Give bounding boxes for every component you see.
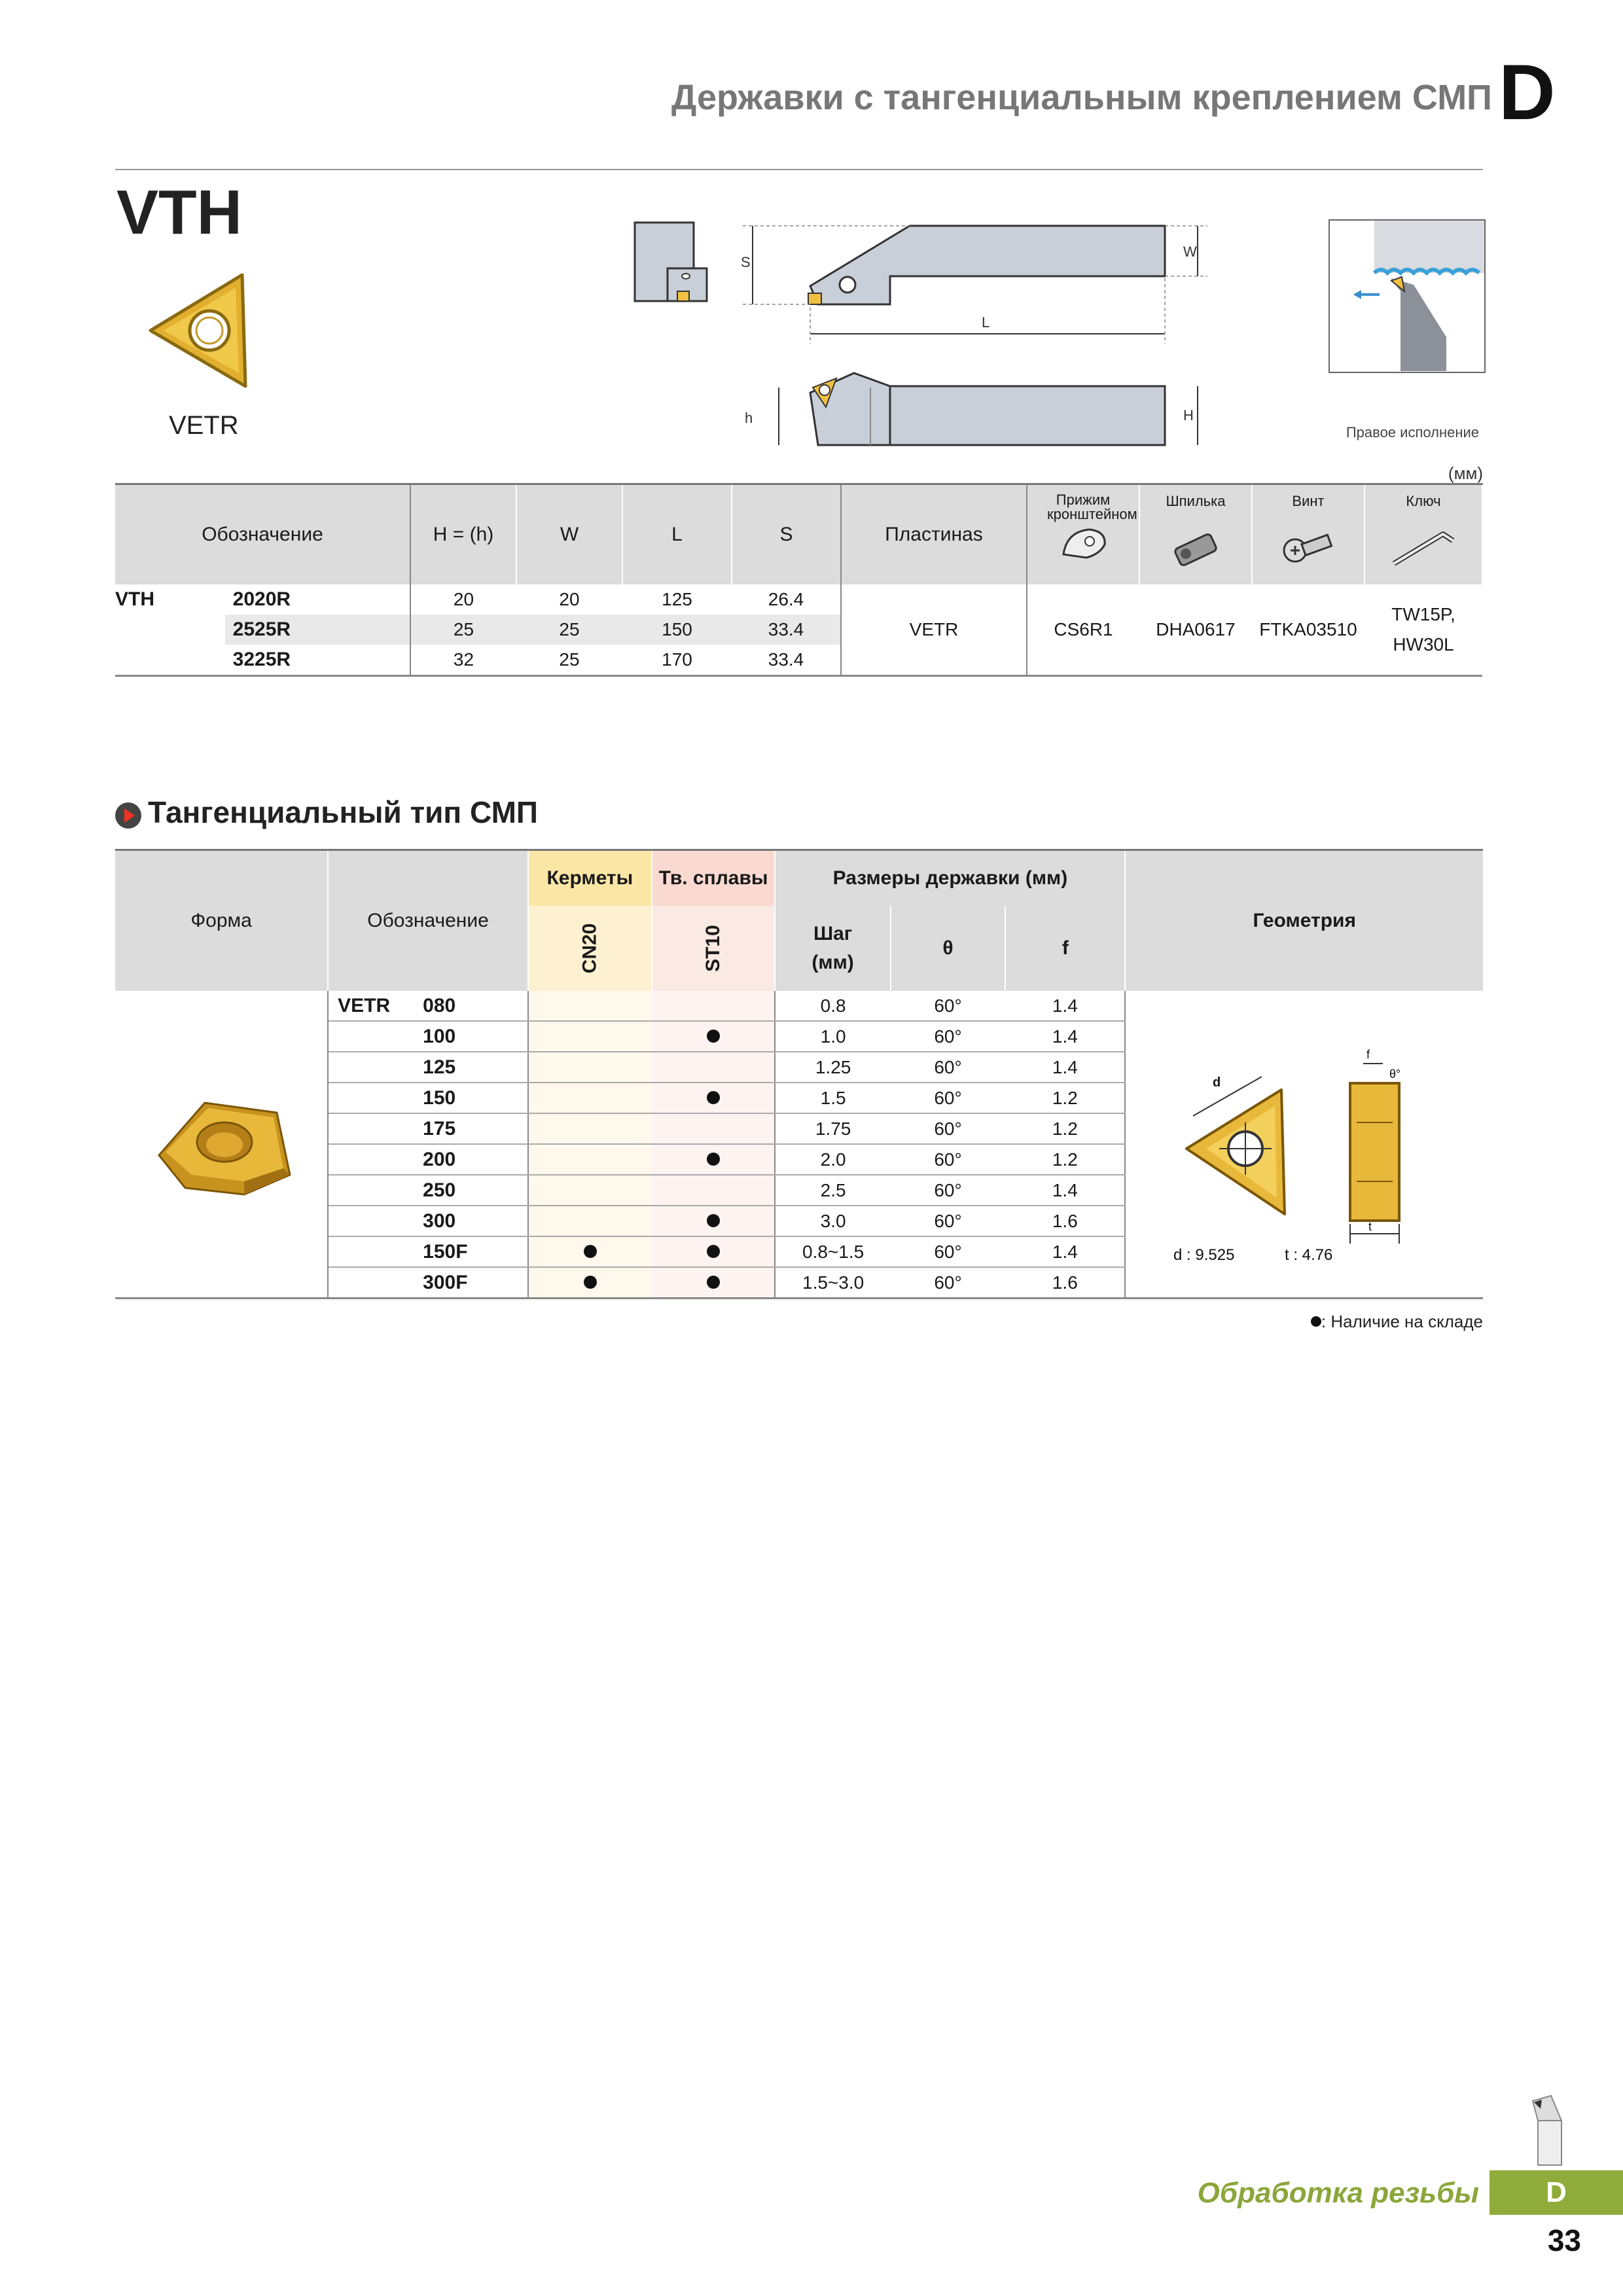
- theta-cell: 60°: [891, 991, 1005, 1021]
- svg-text:t : 4.76: t : 4.76: [1285, 1246, 1333, 1264]
- stock-dot-icon: [584, 1276, 597, 1289]
- insert-icon: [144, 262, 262, 393]
- col-screw: [1252, 484, 1364, 585]
- f-cell: 1.2: [1005, 1083, 1125, 1113]
- page-number: 33: [1547, 2223, 1581, 2257]
- insert-code-value: 150: [423, 1086, 456, 1109]
- cn20-cell: [528, 1175, 652, 1206]
- insert-code: [328, 1144, 528, 1175]
- geometry-cell: [1125, 991, 1483, 1299]
- insert-code-value: 150F: [423, 1240, 468, 1263]
- holder-2-W: 25: [516, 645, 622, 676]
- insert-code-value: 125: [423, 1056, 456, 1078]
- pitch-cell: 1.5~3.0: [775, 1267, 890, 1299]
- insert-code-value: 250: [423, 1179, 456, 1201]
- pitch-cell: 1.25: [775, 1052, 890, 1083]
- key-label: Ключ: [1406, 493, 1441, 509]
- holder-1-S: 33.4: [732, 615, 841, 645]
- col-S: S: [732, 484, 841, 585]
- insert-name: VETR: [169, 411, 239, 440]
- geometry-drawing: [1134, 1018, 1474, 1266]
- insert-3d-image: [146, 1077, 296, 1208]
- unit-label: (мм): [1448, 463, 1483, 483]
- st10-cell: [652, 1267, 776, 1299]
- holder-2-H: 32: [410, 645, 516, 676]
- holder-1-H: 25: [410, 615, 516, 645]
- dim-s-label: S: [741, 254, 751, 270]
- st10-cell: [652, 1083, 776, 1113]
- insert-code: [328, 991, 528, 1021]
- right-hand-caption: Правое исполнение: [1346, 424, 1479, 440]
- dim-h-small-label: h: [745, 410, 753, 426]
- col-geometry: Геометрия: [1125, 850, 1483, 992]
- col-key: [1364, 484, 1482, 585]
- pitch-cell: 1.0: [775, 1021, 890, 1052]
- section-letter: D: [1499, 48, 1556, 136]
- holder-0-S: 26.4: [732, 584, 841, 615]
- screw-icon: [1279, 524, 1338, 570]
- cn20-cell: [528, 991, 652, 1021]
- st10-cell: [652, 1052, 776, 1083]
- holders-table: [115, 483, 1483, 677]
- pitch-cell: 1.5: [775, 1083, 890, 1113]
- pitch-cell: 2.5: [775, 1175, 890, 1206]
- stock-dot-icon: [707, 1245, 720, 1258]
- theta-cell: 60°: [891, 1206, 1005, 1236]
- st10-cell: [652, 1175, 776, 1206]
- svg-text:t: t: [1368, 1219, 1372, 1233]
- holder-2-S: 33.4: [732, 645, 841, 676]
- cn20-cell: [528, 1206, 652, 1236]
- insert-row: [115, 991, 1483, 1021]
- insert-shape-cell: [115, 991, 328, 1299]
- cn20-cell: [528, 1144, 652, 1175]
- theta-cell: 60°: [891, 1144, 1005, 1175]
- holder-code-0: 2020R: [225, 584, 410, 615]
- clamp-icon: [1054, 522, 1113, 567]
- st10-cell: [652, 1021, 776, 1052]
- f-cell: 1.4: [1005, 1052, 1125, 1083]
- dim-w-label: W: [1183, 243, 1197, 260]
- holder-1-L: 150: [622, 615, 732, 645]
- holder-code-2: 3225R: [225, 645, 410, 676]
- f-cell: 1.4: [1005, 1175, 1125, 1206]
- f-cell: 1.4: [1005, 1021, 1125, 1052]
- theta-cell: 60°: [891, 1267, 1005, 1299]
- st10-cell: [652, 1113, 776, 1144]
- cn20-cell: [528, 1052, 652, 1083]
- svg-text:f: f: [1366, 1047, 1370, 1061]
- insert-code: [328, 1206, 528, 1236]
- cn20-cell: [528, 1267, 652, 1299]
- f-cell: 1.6: [1005, 1206, 1125, 1236]
- st10-cell: [652, 1206, 776, 1236]
- st10-label: ST10: [702, 925, 724, 972]
- pitch-label: Шаг: [813, 923, 853, 944]
- header-divider: [115, 169, 1483, 170]
- insert-code-value: 080: [423, 994, 456, 1016]
- dim-l-label: L: [982, 314, 990, 331]
- clamp-label: Прижим кронштейном: [1047, 492, 1137, 522]
- holder-key: [1364, 584, 1482, 676]
- insert-code-value: 300: [423, 1210, 456, 1232]
- theta-cell: 60°: [891, 1083, 1005, 1113]
- holder-code-1: 2525R: [225, 615, 410, 645]
- insert-code-value: 300F: [423, 1271, 468, 1293]
- insert-code: [328, 1113, 528, 1144]
- col-W: W: [516, 484, 622, 585]
- cn20-label: CN20: [579, 923, 601, 974]
- pitch-unit: (мм): [812, 952, 854, 973]
- holder-series: VTH: [115, 588, 154, 610]
- section-bullet-icon: [115, 802, 141, 829]
- holder-clamp: CS6R1: [1027, 584, 1139, 676]
- theta-cell: 60°: [891, 1021, 1005, 1052]
- col-cermets: Керметы: [528, 850, 652, 906]
- f-cell: 1.2: [1005, 1113, 1125, 1144]
- insert-code-value: 100: [423, 1025, 456, 1047]
- stock-dot-icon: [707, 1091, 720, 1104]
- col-insert: Пластинаs: [841, 484, 1027, 585]
- insert-code: [328, 1175, 528, 1206]
- dim-h-label: H: [1183, 407, 1194, 423]
- insert-code: [328, 1236, 528, 1267]
- stock-dot-icon: [584, 1245, 597, 1258]
- footer-section-title: Обработка резьбы: [1197, 2177, 1479, 2209]
- stud-icon: [1166, 524, 1225, 570]
- col-pitch: [775, 906, 890, 991]
- section-title: Тангенциальный тип СМП: [148, 795, 538, 829]
- st10-cell: [652, 991, 776, 1021]
- pitch-cell: 0.8: [775, 991, 890, 1021]
- svg-text:d : 9.525: d : 9.525: [1173, 1246, 1235, 1264]
- col-designation: Обозначение: [115, 484, 410, 585]
- stock-dot-icon: [707, 1030, 720, 1043]
- svg-text:d: d: [1213, 1075, 1221, 1090]
- tool-thumbnail-icon: [1525, 2094, 1577, 2166]
- pitch-cell: 2.0: [775, 1144, 890, 1175]
- svg-text:θ°: θ°: [1389, 1067, 1401, 1081]
- cn20-cell: [528, 1021, 652, 1052]
- holder-stud: DHA0617: [1139, 584, 1252, 676]
- stud-label: Шпилька: [1166, 493, 1226, 509]
- f-cell: 1.4: [1005, 991, 1125, 1021]
- pitch-cell: 0.8~1.5: [775, 1236, 890, 1267]
- inserts-table: [115, 849, 1483, 1299]
- insert-code: [328, 1267, 528, 1299]
- col-holder-dims: Размеры державки (мм): [775, 850, 1125, 906]
- holder-key-line1: TW15P,: [1391, 604, 1455, 624]
- holder-2-L: 170: [622, 645, 732, 676]
- insert-code: [328, 1021, 528, 1052]
- cn20-cell: [528, 1083, 652, 1113]
- st10-cell: [652, 1144, 776, 1175]
- stock-legend-text: : Наличие на складе: [1321, 1312, 1483, 1331]
- stock-dot-icon: [707, 1276, 720, 1289]
- theta-cell: 60°: [891, 1175, 1005, 1206]
- col-f: f: [1005, 906, 1125, 991]
- screw-label: Винт: [1292, 493, 1325, 509]
- stock-dot-icon: [707, 1214, 720, 1227]
- col-cn20: [528, 906, 652, 991]
- pitch-cell: 3.0: [775, 1206, 890, 1236]
- col-designation: Обозначение: [328, 850, 528, 992]
- cn20-cell: [528, 1113, 652, 1144]
- theta-cell: 60°: [891, 1236, 1005, 1267]
- footer-section-letter: D: [1489, 2170, 1623, 2215]
- f-cell: 1.4: [1005, 1236, 1125, 1267]
- insert-series-label: VETR: [338, 994, 391, 1016]
- theta-cell: 60°: [891, 1052, 1005, 1083]
- col-shape: Форма: [115, 850, 328, 992]
- insert-code: [328, 1083, 528, 1113]
- stock-legend: [1243, 1312, 1483, 1332]
- holder-0-W: 20: [559, 589, 580, 609]
- insert-code-value: 175: [423, 1117, 456, 1139]
- holder-1-W: 25: [516, 615, 622, 645]
- stock-dot-icon: [1311, 1316, 1321, 1327]
- cn20-cell: [528, 1236, 652, 1267]
- col-stud: [1139, 484, 1252, 585]
- application-thumbnail: [1329, 219, 1486, 373]
- insert-code: [328, 1052, 528, 1083]
- page-header-title: Державки с тангенциальным креплением СМП: [671, 78, 1492, 117]
- holder-insert: VETR: [841, 584, 1027, 676]
- col-L: L: [622, 484, 732, 585]
- col-st10: [652, 906, 776, 991]
- pitch-cell: 1.75: [775, 1113, 890, 1144]
- holder-0-H: 20: [453, 589, 474, 609]
- theta-cell: 60°: [891, 1113, 1005, 1144]
- st10-cell: [652, 1236, 776, 1267]
- holder-0-L: 125: [662, 589, 692, 609]
- col-theta: θ: [891, 906, 1005, 991]
- key-icon: [1387, 524, 1459, 570]
- insert-code-value: 200: [423, 1148, 456, 1170]
- holder-key-line2: HW30L: [1393, 634, 1454, 655]
- f-cell: 1.2: [1005, 1144, 1125, 1175]
- stock-dot-icon: [707, 1153, 720, 1166]
- f-cell: 1.6: [1005, 1267, 1125, 1299]
- holder-drawing: [628, 216, 1217, 465]
- col-hardmetals: Тв. сплавы: [652, 850, 776, 906]
- holder-screw: FTKA03510: [1252, 584, 1364, 676]
- col-clamp: [1027, 484, 1139, 585]
- model-title: VTH: [116, 177, 242, 247]
- col-H: H = (h): [410, 484, 516, 585]
